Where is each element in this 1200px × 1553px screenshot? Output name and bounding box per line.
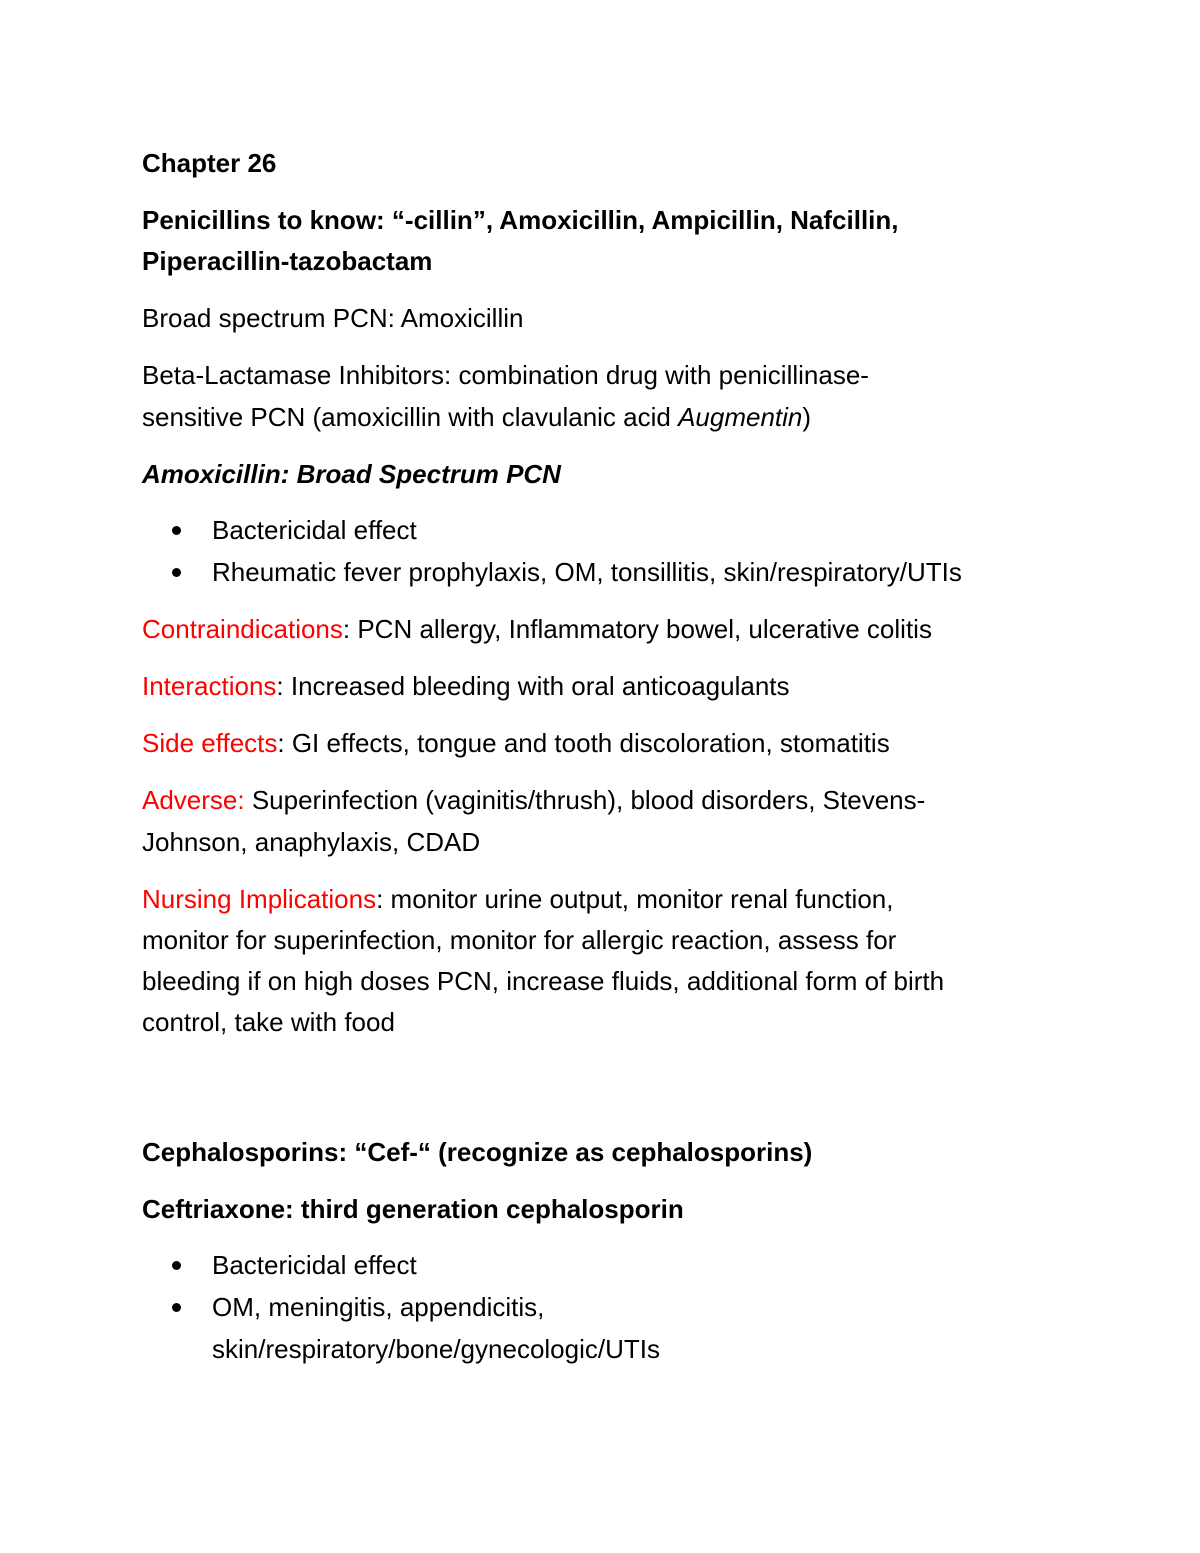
nursing-label: Nursing Implications [142, 884, 377, 914]
bullet-text: Rheumatic fever prophylaxis, OM, tonsillitis, skin/respiratory/UTIs [212, 557, 962, 587]
beta-lactamase-line1: Beta-Lactamase Inhibitors: combination drug with penicillinase- [142, 360, 869, 390]
interactions-text: : Increased bleeding with oral anticoagulants [276, 671, 790, 701]
ceftriaxone-heading: Ceftriaxone: third generation cephalosporin [142, 1194, 684, 1224]
interactions-label: Interactions [142, 671, 277, 701]
bullet-text: Bactericidal effect [212, 1250, 417, 1280]
beta-lactamase-line2 [142, 396, 1062, 438]
nursing-line3: bleeding if on high doses PCN, increase fluids, additional form of birth [142, 966, 945, 996]
nursing-line1 [142, 878, 1062, 920]
contraindications-label: Contraindications [142, 614, 343, 644]
broad-spectrum-line: Broad spectrum PCN: Amoxicillin [142, 303, 524, 333]
side-effects-text: : GI effects, tongue and tooth discoloration, stomatitis [277, 728, 890, 758]
beta-lactamase-close-paren: ) [802, 402, 812, 432]
chapter-title: Chapter 26 [142, 148, 277, 178]
augmentin-italic: Augmentin [678, 402, 803, 432]
adverse-label: Adverse: [142, 785, 245, 815]
bullet-text: OM, meningitis, appendicitis, [212, 1292, 545, 1322]
side-effects-line [142, 722, 1062, 764]
adverse-text-line1: Superinfection (vaginitis/thrush), blood disorders, Stevens- [244, 785, 926, 815]
nursing-line2: monitor for superinfection, monitor for allergic reaction, assess for [142, 925, 897, 955]
contraindications-line [142, 608, 1062, 650]
side-effects-label: Side effects [142, 728, 278, 758]
bullet-text-continuation: skin/respiratory/bone/gynecologic/UTIs [212, 1334, 660, 1364]
adverse-line1 [142, 779, 1062, 821]
penicillins-heading-line2: Piperacillin-tazobactam [142, 246, 433, 276]
cephalosporins-heading: Cephalosporins: “Cef-“ (recognize as cephalosporins) [142, 1137, 813, 1167]
penicillins-heading-line1: Penicillins to know: “-cillin”, Amoxicillin, Ampicillin, Nafcillin, [142, 205, 899, 235]
amoxicillin-heading: Amoxicillin: Broad Spectrum PCN [142, 459, 561, 489]
nursing-text-line1: : monitor urine output, monitor renal function, [376, 884, 894, 914]
contraindications-text: : PCN allergy, Inflammatory bowel, ulcerative colitis [342, 614, 932, 644]
bullet-icon [172, 1261, 181, 1270]
bullet-icon [172, 526, 181, 535]
bullet-icon [172, 1303, 181, 1312]
bullet-text: Bactericidal effect [212, 515, 417, 545]
nursing-line4: control, take with food [142, 1007, 395, 1037]
interactions-line [142, 665, 1062, 707]
beta-lactamase-line2-text: sensitive PCN (amoxicillin with clavulanic acid [142, 402, 679, 432]
adverse-line2: Johnson, anaphylaxis, CDAD [142, 827, 481, 857]
bullet-icon [172, 568, 181, 577]
